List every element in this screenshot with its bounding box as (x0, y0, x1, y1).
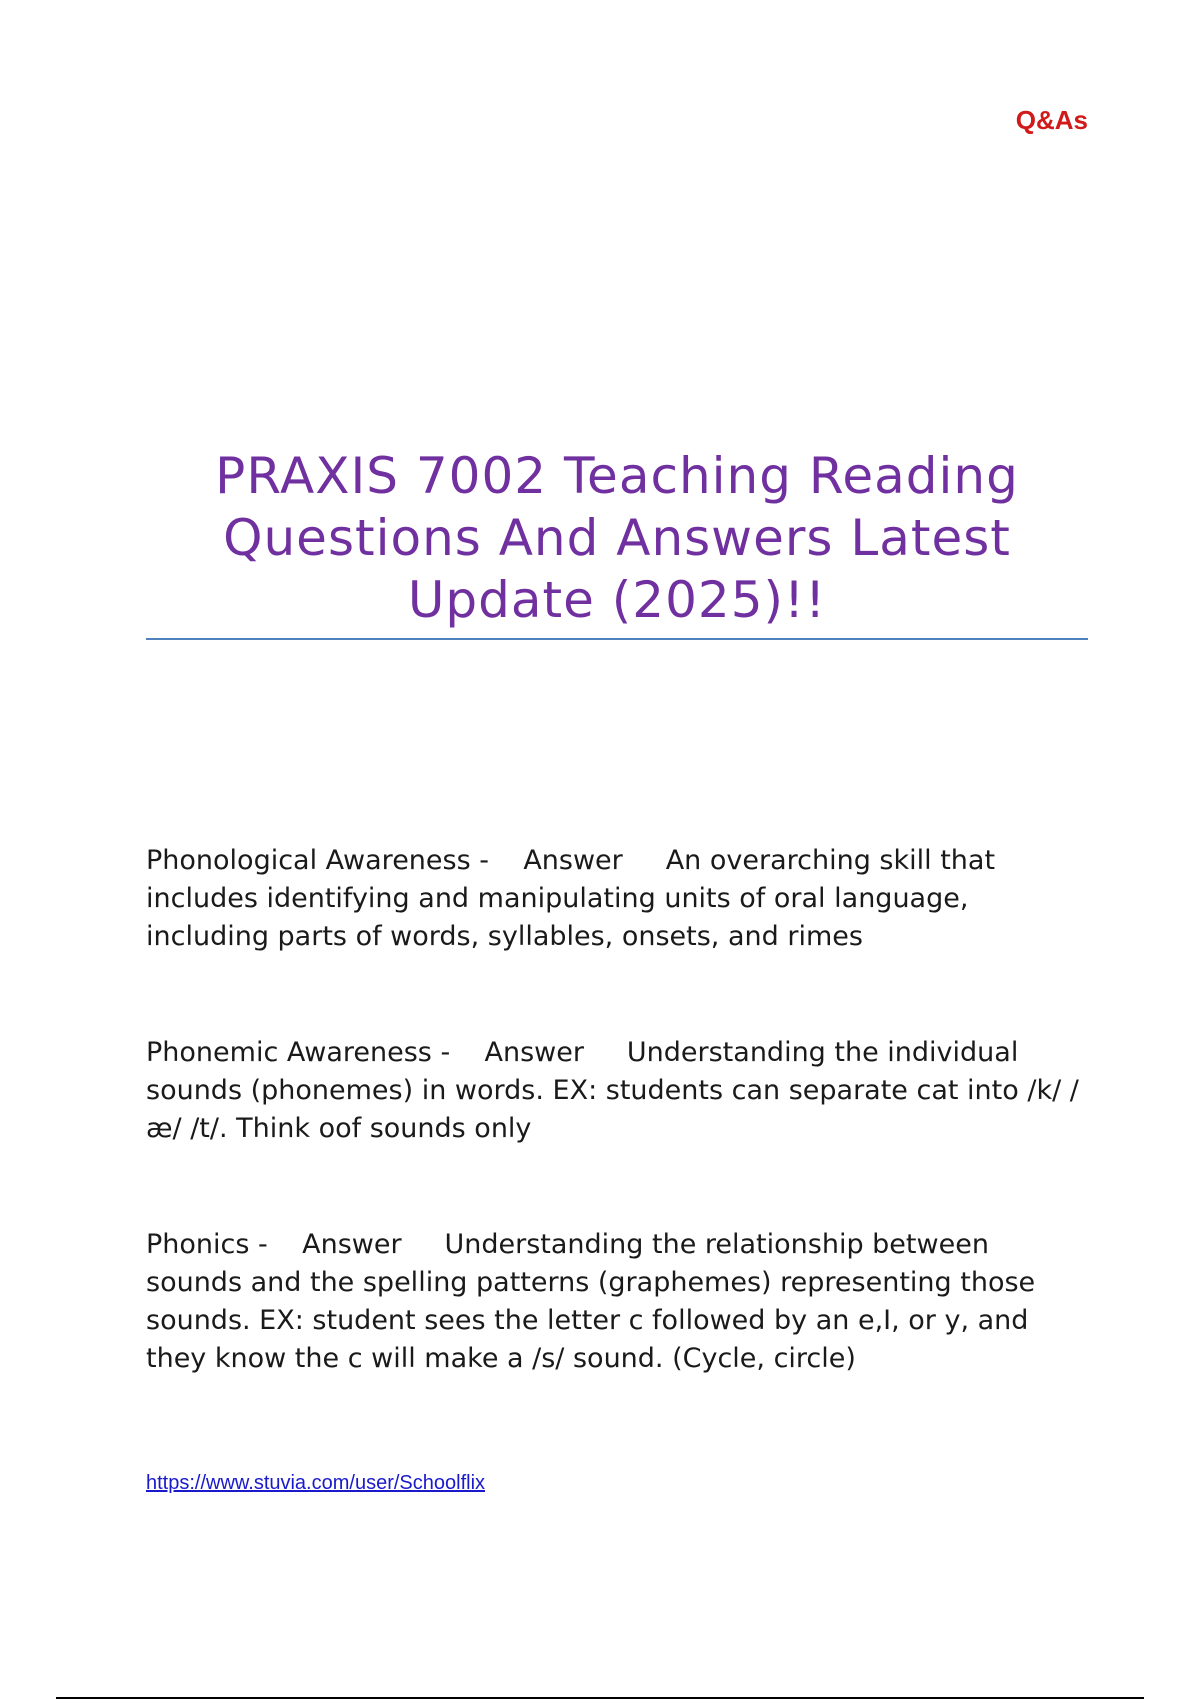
qa-term: Phonemic Awareness (146, 1037, 432, 1068)
title-line-1: PRAXIS 7002 Teaching Reading (215, 447, 1019, 505)
title-line-2: Questions And Answers Latest (223, 509, 1011, 567)
qa-definition: Understanding the relationship between sounds and the spelling patterns (graphemes) representing those sounds. EX: student sees the letter c followed by an e,I, or y, and they know the c will make a /s/ sound. (Cycle, circle) (146, 1229, 1036, 1374)
document-title (146, 445, 1088, 631)
title-line-3: Update (2025)!! (407, 571, 827, 629)
qa-answer-label: Answer (302, 1229, 402, 1260)
qa-term: Phonics (146, 1229, 250, 1260)
footer-divider (56, 1697, 1144, 1699)
qa-separator: - (249, 1229, 303, 1260)
qa-item (146, 1226, 1086, 1378)
qa-tag: Q&As (1015, 105, 1088, 135)
title-text (146, 445, 1088, 631)
source-link[interactable]: https://www.stuvia.com/user/Schoolflix (146, 1472, 486, 1494)
qa-term: Phonological Awareness (146, 845, 471, 876)
qa-item (146, 1034, 1086, 1148)
qa-definition: Understanding the individual sounds (phonemes) in words. EX: students can separate cat into /k/ /æ/ /t/. Think oof sounds only (146, 1037, 1079, 1144)
qa-definition: An overarching skill that includes identifying and manipulating units of oral language, including parts of words, syllables, onsets, and rimes (146, 845, 996, 952)
qa-separator: - (431, 1037, 485, 1068)
qa-answer-gap (623, 845, 666, 876)
qa-separator: - (470, 845, 524, 876)
qa-answer-gap (402, 1229, 445, 1260)
qa-item (146, 842, 1086, 956)
qa-answer-label: Answer (484, 1037, 584, 1068)
qa-answer-label: Answer (523, 845, 623, 876)
qa-answer-gap (584, 1037, 627, 1068)
title-divider (146, 638, 1088, 640)
